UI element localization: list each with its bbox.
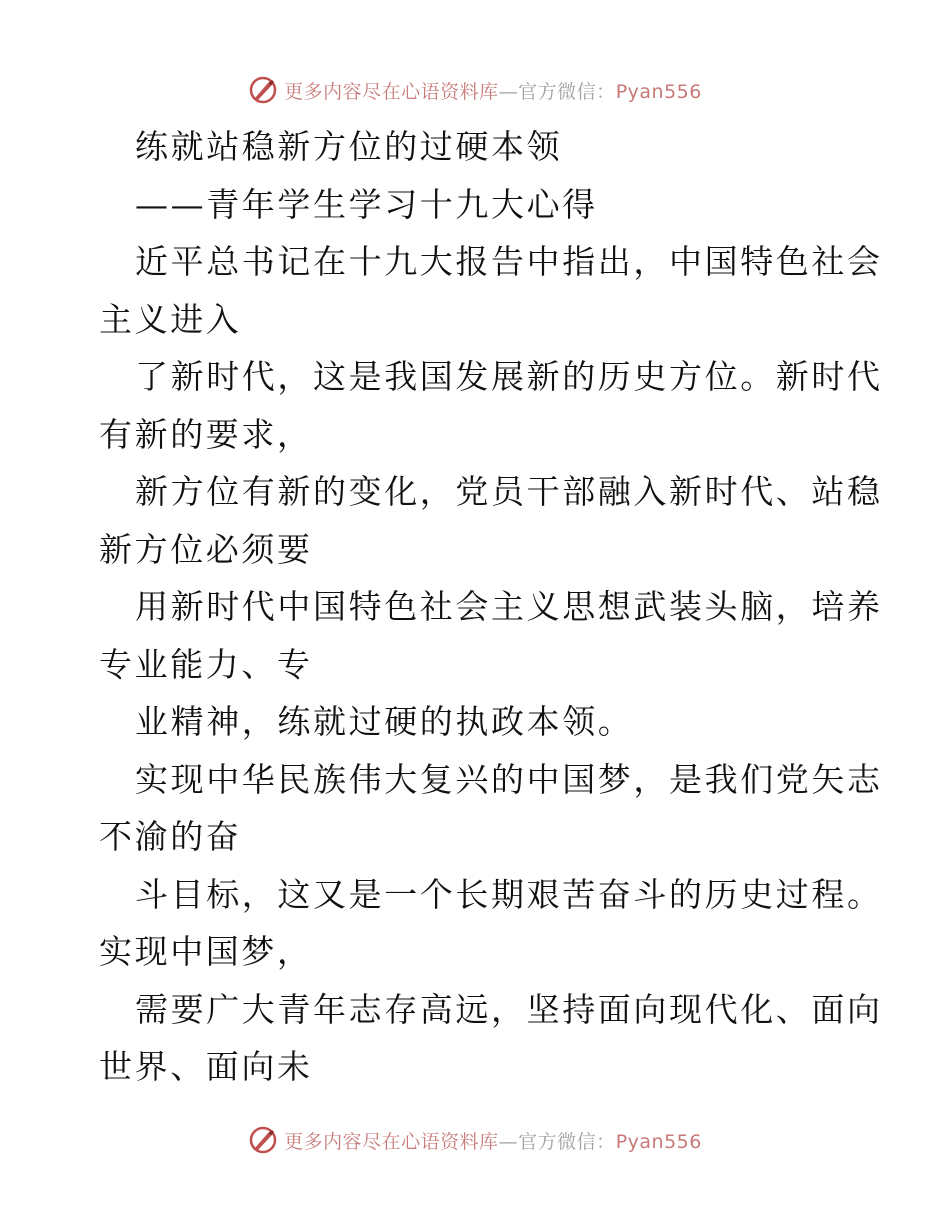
paragraph-line: 实现中华民族伟大复兴的中国梦，是我们党矢志 [135, 759, 883, 799]
watermark-text [284, 77, 702, 104]
paragraph-line: 斗目标，这又是一个长期艰苦奋斗的历史过程。 [135, 874, 883, 914]
document-title: 练就站稳新方位的过硬本领 [135, 127, 563, 166]
pen-logo-icon [248, 75, 278, 105]
pen-logo-icon [248, 1125, 278, 1155]
document-subtitle: ——青年学生学习十九大心得 [135, 184, 598, 224]
paragraph-line: 了新时代，这是我国发展新的历史方位。新时代 [135, 357, 883, 396]
watermark-official: 官方微信： [518, 80, 616, 103]
paragraph-line: 专业能力、专 [99, 644, 313, 684]
paragraph-line: 业精神，练就过硬的执政本领。 [135, 702, 634, 741]
paragraph-line: 近平总书记在十九大报告中指出，中国特色社会 [135, 242, 883, 281]
watermark-brand: 更多内容尽在心语资料库 [284, 80, 499, 103]
paragraph-line: 世界、面向未 [99, 1047, 313, 1086]
paragraph-line: 有新的要求， [99, 414, 313, 454]
watermark-footer [0, 1122, 950, 1158]
paragraph-line: 新方位有新的变化，党员干部融入新时代、站稳 [135, 472, 883, 511]
document-body [99, 118, 883, 1096]
watermark-account: Pyan556 [615, 1130, 702, 1153]
paragraph-line: 主义进入 [99, 299, 242, 339]
watermark-brand: 更多内容尽在心语资料库 [284, 1130, 499, 1153]
watermark-header [0, 72, 950, 108]
watermark-official: 官方微信： [518, 1130, 616, 1153]
paragraph-line: 实现中国梦， [99, 932, 313, 971]
paragraph-line: 新方位必须要 [99, 529, 313, 569]
watermark-account: Pyan556 [615, 80, 702, 103]
paragraph-line: 需要广大青年志存高远，坚持面向现代化、面向 [135, 989, 883, 1029]
watermark-text [284, 1127, 702, 1154]
watermark-dash: — [498, 1130, 519, 1153]
paragraph-line: 不渝的奋 [99, 817, 242, 856]
watermark-dash: — [498, 80, 519, 103]
paragraph-line: 用新时代中国特色社会主义思想武装头脑，培养 [135, 587, 883, 626]
